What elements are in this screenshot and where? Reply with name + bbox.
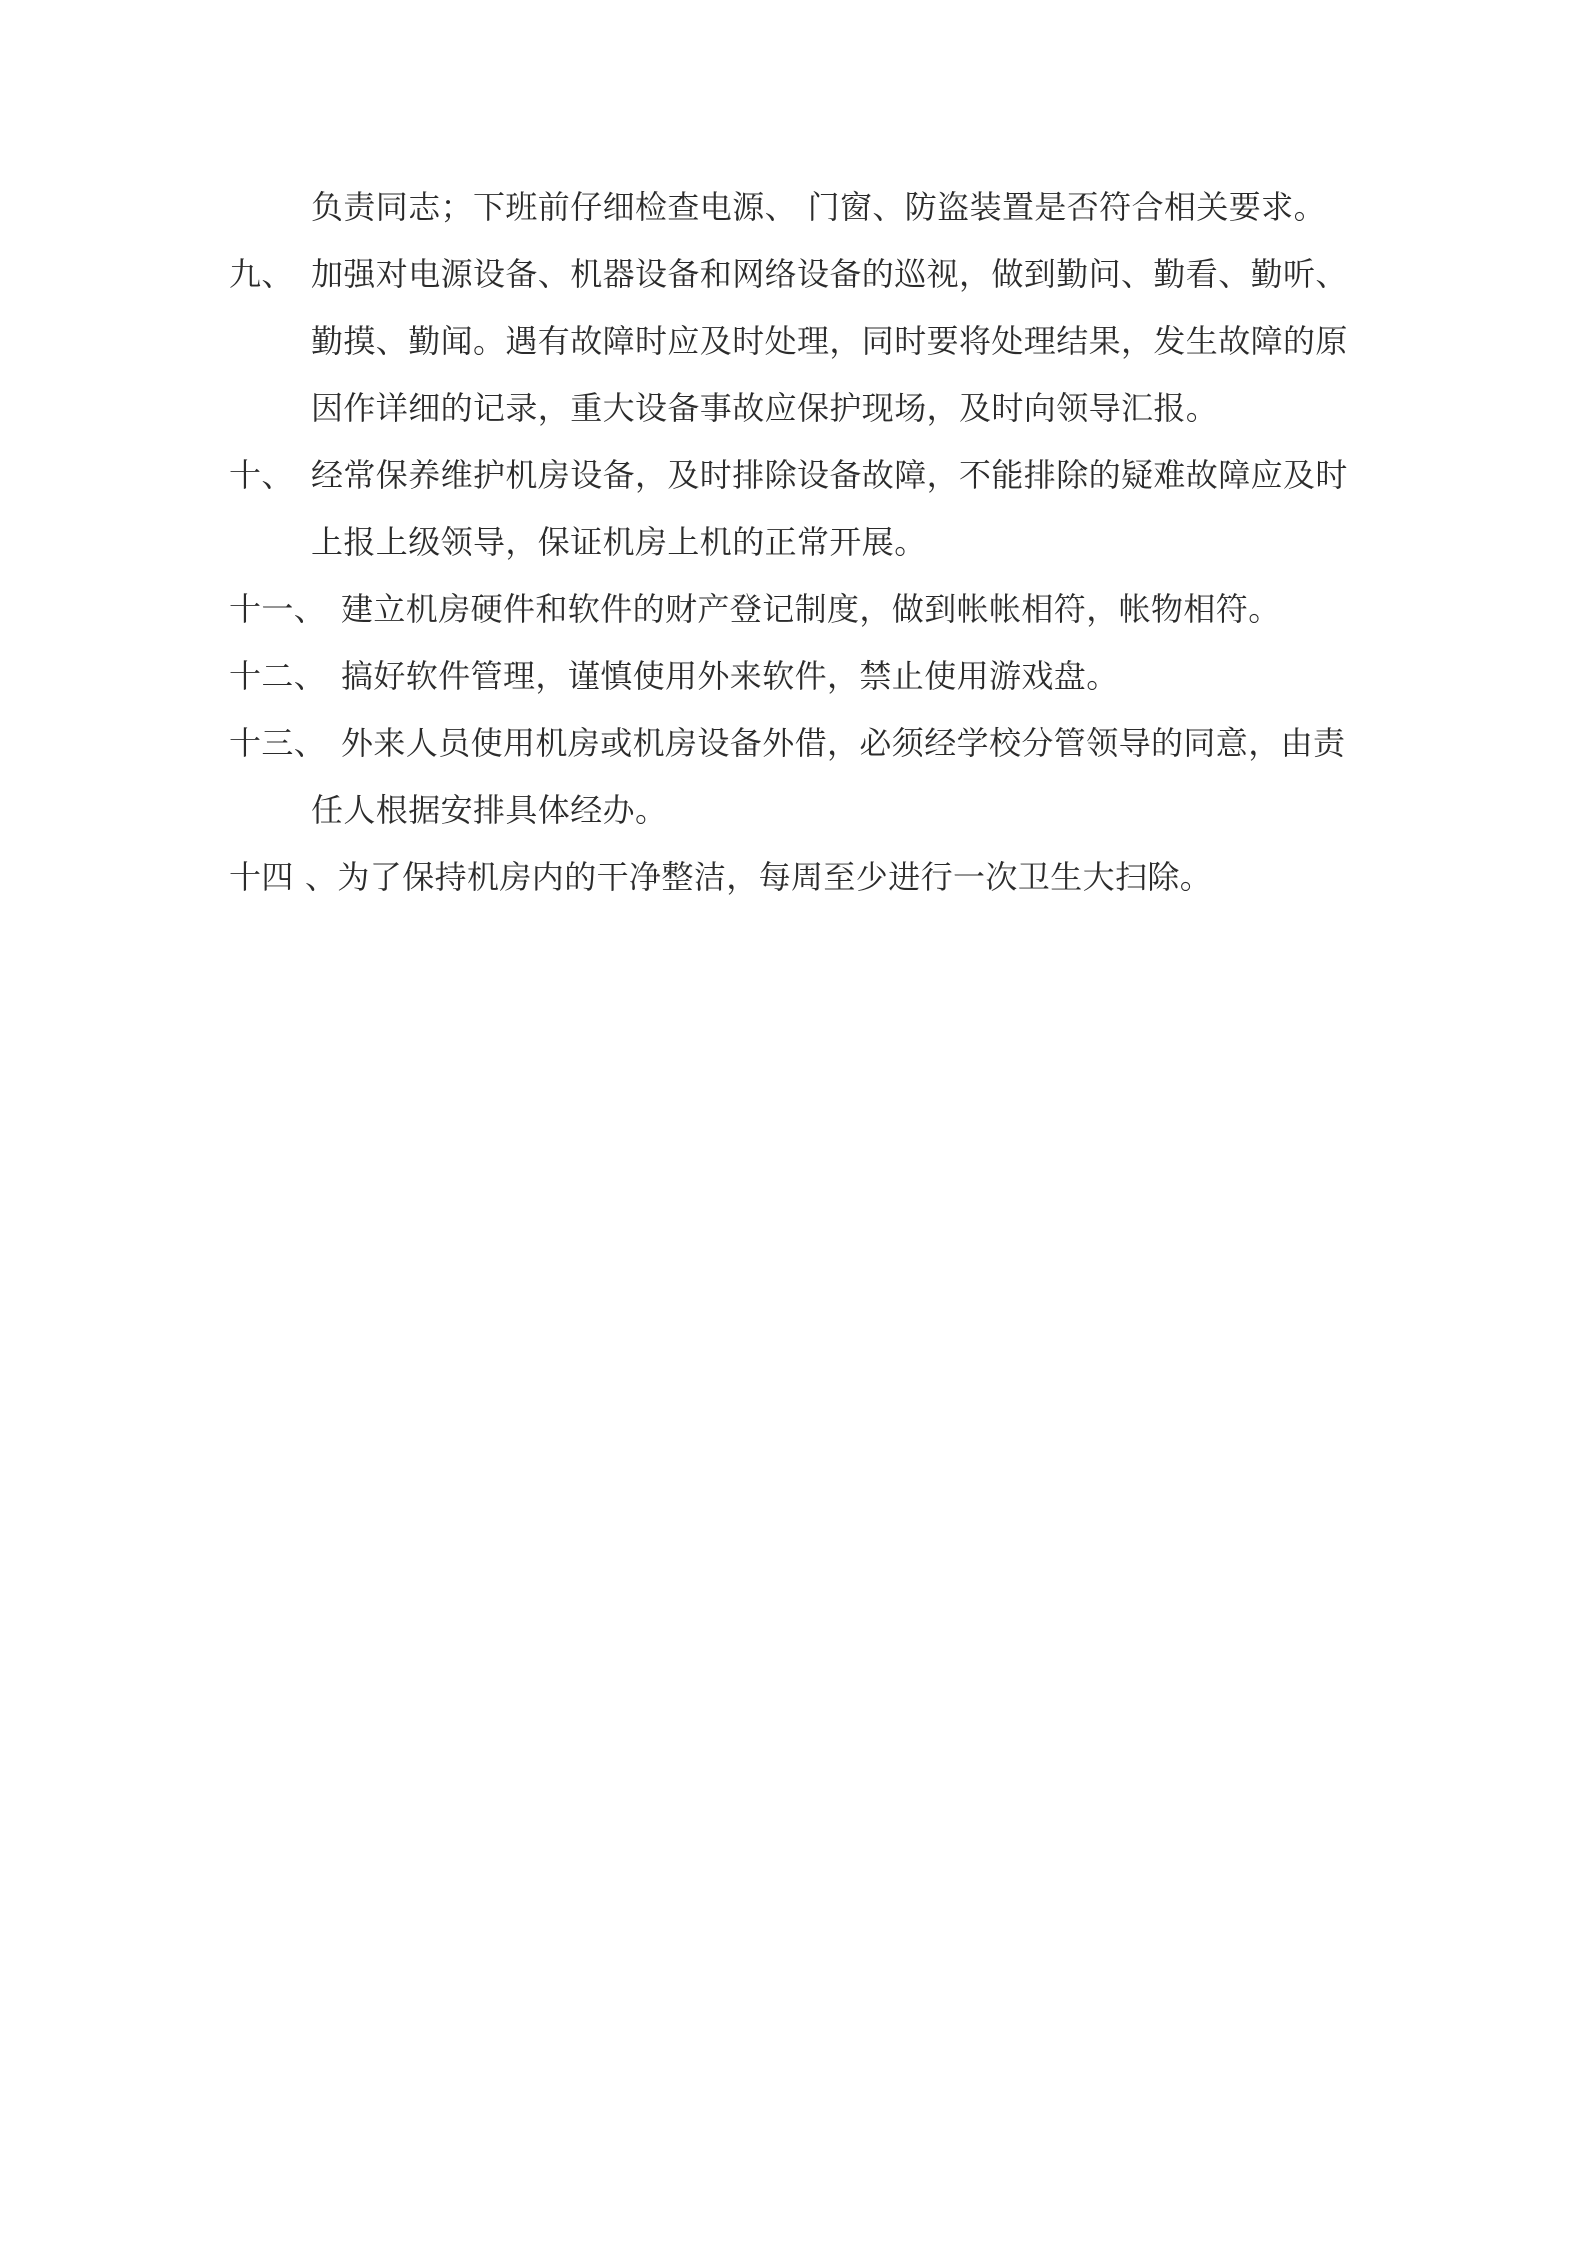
paragraph-line: 因作详细的记录，重大设备事故应保护现场，及时向领导汇报。 (311, 389, 1219, 427)
item-number: 九、 (229, 255, 294, 293)
paragraph-line: 负责同志；下班前仔细检查电源、 门窗、防盗装置是否符合相关要求。 (311, 188, 1326, 226)
paragraph-line: 搞好软件管理，谨慎使用外来软件，禁止使用游戏盘。 (341, 657, 1119, 695)
item-number: 十四 (229, 858, 294, 896)
item-number: 十二、 (229, 657, 327, 695)
item-number: 十三、 (229, 724, 327, 762)
paragraph-line: 加强对电源设备、机器设备和网络设备的巡视，做到勤问、勤看、勤听、 (311, 255, 1348, 293)
paragraph-line: 建立机房硬件和软件的财产登记制度，做到帐帐相符，帐物相符。 (341, 590, 1281, 628)
paragraph-line: 任人根据安排具体经办。 (311, 791, 668, 829)
paragraph-line: 、为了保持机房内的干净整洁，每周至少进行一次卫生大扫除。 (305, 858, 1213, 896)
item-number: 十、 (229, 456, 294, 494)
paragraph-line: 经常保养维护机房设备，及时排除设备故障，不能排除的疑难故障应及时 (311, 456, 1348, 494)
item-number: 十一、 (229, 590, 327, 628)
paragraph-line: 勤摸、勤闻。遇有故障时应及时处理，同时要将处理结果，发生故障的原 (311, 322, 1348, 360)
paragraph-line: 上报上级领导，保证机房上机的正常开展。 (311, 523, 927, 561)
paragraph-line: 外来人员使用机房或机房设备外借，必须经学校分管领导的同意，由责 (341, 724, 1346, 762)
